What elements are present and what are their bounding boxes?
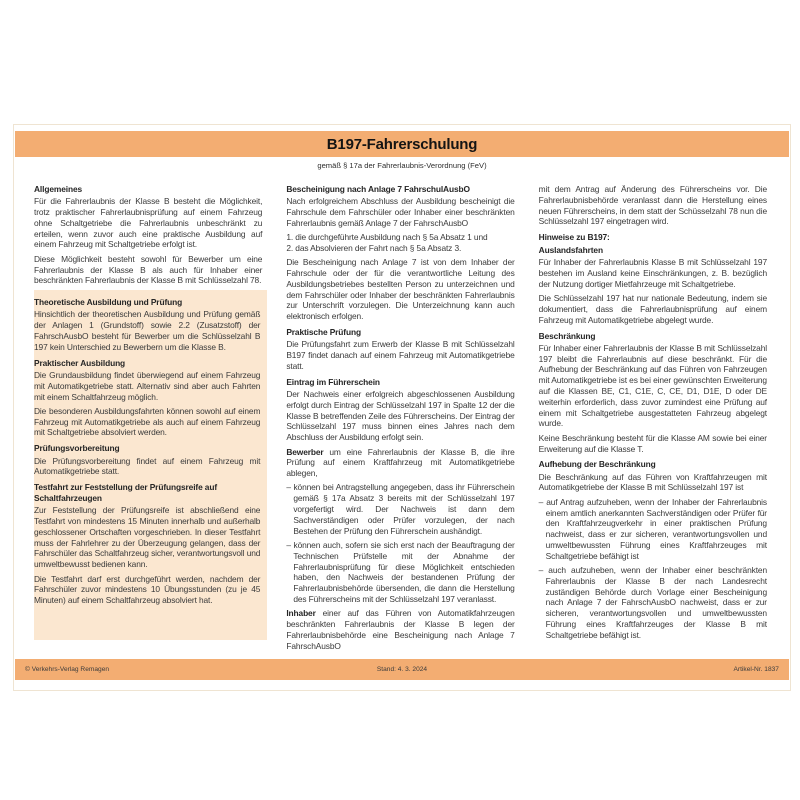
dash-item: – auf Antrag aufzuheben, wenn der Inhaber der Fahrerlaubnis einem amtlich anerkannten Sachverständigen oder Prüfer für den Kraftfahrzeugverkehr in einer praktischen Prüfung nachweist, dass er zur sicheren, verantwortungsvollen und umweltbewussten Führung eines Kraftfahrzeuges mit Schaltgetriebe befähigt ist xyxy=(538,496,767,561)
dash-item: – können auch, sofern sie sich erst nach der Beauftragung der Technischen Prüfstelle mit der Abnahme der Fahrerlaubnisprüfung für diese Möglichkeit entschieden haben, den Nachweis der bestandenen Prüfung der Fahrerlaubnisbehörde übersenden, die dann die Herstellung des Führerscheins mit der Schlüsselzahl 197 veranlasst. xyxy=(286,539,515,604)
paragraph: Die Testfahrt darf erst durchgeführt werden, nachdem der Fahrschüler zuvor mindestens 10 Übungsstunden (zu je 45 Minuten) auf einem Schaltfahrzeug absolviert hat. xyxy=(34,573,261,606)
bold-lead: Inhaber xyxy=(286,608,316,619)
columns-container xyxy=(34,182,767,654)
paragraph-inhaber xyxy=(286,608,514,651)
highlight-box xyxy=(34,290,267,640)
heading-praktische-pruefung: Praktische Prüfung xyxy=(286,327,361,338)
paragraph-text: um eine Fahrerlaubnis der Klasse B, die ihre Prüfung auf einem Kraftfahrzeug mit Automatikgetriebe ablegen, xyxy=(286,446,515,479)
bold-lead: Bewerber xyxy=(286,446,324,457)
heading-allgemeines: Allgemeines xyxy=(34,184,83,194)
title-banner xyxy=(15,131,789,157)
numbered-item: 1. die durchgeführte Ausbildung nach § 5a Absatz 1 und xyxy=(286,232,488,243)
heading-bescheinigung: Bescheinigung nach Anlage 7 FahrschulAusbO xyxy=(286,184,470,194)
heading-beschraenkung: Beschränkung xyxy=(538,330,596,341)
paragraph: Die besonderen Ausbildungsfahrten können sowohl auf einem Fahrzeug mit Automatikgetriebe als auch auf einem Fahrzeug mit Schaltgetriebe absolviert werden. xyxy=(34,405,261,438)
paragraph: Hinsichtlich der theoretischen Ausbildung und Prüfung gemäß der Anlagen 1 (Grundstoff) sowie 2.2 (Zusatzstoff) der FahrschAusbO besteht für Bewerber um die Schlüsselzahl B 197 kein Unterschied zu Bewerbern um die Klasse B. xyxy=(34,309,261,352)
page-title: B197-Fahrerschulung xyxy=(326,135,478,153)
footer-article-number: Artikel-Nr. 1837 xyxy=(733,666,779,673)
paragraph: Der Nachweis einer erfolgreich abgeschlossenen Ausbildung erfolgt durch Eintrag der Schlüsselzahl 197 in Spalte 12 der die Klasse B betreffenden Zeile des Führerscheins. Der Eintrag der Schlüsselzahl 197 muss binnen eines Jahres nach dem Abschluss der Ausbildung erfolgt sein. xyxy=(286,389,515,443)
paragraph: Die Prüfungsvorbereitung findet auf einem Fahrzeug mit Automatikgetriebe statt. xyxy=(34,455,261,477)
paragraph: Für Inhaber einer Fahrerlaubnis der Klasse B mit Schlüsselzahl 197 bleibt die Fahrerlaubnis auf diese beschränkt. Für die Aufhebung der Beschränkung auf das Führen von Fahrzeugen mit Automatikgetriebe ist es bei einer gewünschten Erweiterung auf die Klassen BE, C1, C1E, C, CE, D1, D1E, D oder DE weiterhin erforderlich, dass zuvor zumindest eine Prüfung auf einem mit Schaltgetriebe ausgestatteten Fahrzeug abgelegt wurde. xyxy=(538,342,767,429)
paragraph-text: einer auf das Führen von Automatikfahrzeugen beschränkten Fahrerlaubnis der Klasse B legen der Fahrerlaubnisbehörde eine Bescheinigung nach Anlage 7 FahrschAusbO xyxy=(286,608,515,651)
heading-pruefungsvorbereitung: Prüfungsvorbereitung xyxy=(34,443,120,454)
heading-theoretische-ausbildung: Theoretische Ausbildung und Prüfung xyxy=(34,297,183,308)
footer-banner xyxy=(15,659,789,680)
numbered-item: 2. das Absolvieren der Fahrt nach § 5a Absatz 3. xyxy=(286,242,462,253)
paragraph: Die Beschränkung auf das Führen von Kraftfahrzeugen mit Automatikgetriebe der Klasse B mit Schlüsselzahl 197 ist xyxy=(538,471,767,493)
dash-item: – können bei Antragstellung angegeben, dass ihr Führerschein gemäß § 17a Absatz 3 bereits mit der Schlüsselzahl 197 vorgefertigt wird. Der Nachweis ist dann dem Sachverständigen oder Prüfer vorzulegen, der nach Bestehen der Prüfung den Führerschein aushändigt. xyxy=(286,482,515,536)
paragraph: mit dem Antrag auf Änderung des Führerscheins vor. Die Fahrerlaubnisbehörde veranlasst dann die Herstellung eines neuen Führerscheins, in dem statt der Schüsselzahl 78 nun die Schlüsselzahl 197 eingetragen wird. xyxy=(538,184,767,227)
footer-date: Stand: 4. 3. 2024 xyxy=(376,666,428,673)
heading-hinweise: Hinweise zu B197: xyxy=(538,232,610,243)
footer-copyright: © Verkehrs-Verlag Remagen xyxy=(25,666,110,673)
document-page xyxy=(13,124,791,691)
paragraph: Zur Feststellung der Prüfungsreife ist abschließend eine Testfahrt von mindestens 15 Minuten innerhalb und außerhalb geschlossener Ortschaften vorgeschrieben. In dieser Testfahrt muss der Fahrlehrer zu der Überzeugung gelangen, dass der Fahrschüler das Schaltfahrzeug sicher, verantwortungsvoll und umweltbewusst bedienen kann. xyxy=(34,505,261,570)
paragraph-bewerber xyxy=(286,447,514,479)
paragraph: Die Bescheinigung nach Anlage 7 ist von dem Inhaber der Fahrschule oder der für die verantwortliche Leitung des Ausbildungsbetriebes bestellten Person zu unterzeichnen und dem Fahrschüler oder Inhaber der beschränkten Fahrerlaubnis zur Unterschrift vorzulegen. Die Unterzeichnung kann auch elektronisch erfolgen. xyxy=(286,257,515,322)
column-2 xyxy=(286,182,514,654)
heading-praktischer-ausbildung: Praktischer Ausbildung xyxy=(34,357,126,368)
paragraph: Keine Beschränkung besteht für die Klasse AM sowie bei einer Erweiterung auf die Klasse T. xyxy=(538,432,767,454)
paragraph: Die Prüfungsfahrt zum Erwerb der Klasse B mit Schlüsselzahl B197 findet danach auf einem Fahrzeug mit Automatikgetriebe statt. xyxy=(286,339,515,371)
heading-eintrag-fuehrerschein: Eintrag im Führerschein xyxy=(286,376,380,387)
column-1 xyxy=(34,182,262,654)
paragraph: Die Grundausbildung findet überwiegend auf einem Fahrzeug mit Automatikgetriebe statt. Alternativ sind aber auch Fahrten mit einem Schaltfahrzeug möglich. xyxy=(34,369,261,402)
dash-item: – auch aufzuheben, wenn der Inhaber einer beschränkten Fahrerlaubnis der Klasse B der nach Landesrecht zuständigen Behörde durch Vorlage einer Bescheinigung nach Anlage 7 der FahrschAusbO nachweist, dass er zur sicheren, verantwortungsvollen und umweltbewussten Führung eines Kraftfahrzeuges der Klasse B mit Schaltgetriebe befähigt ist. xyxy=(538,565,767,640)
paragraph: Für die Fahrerlaubnis der Klasse B besteht die Möglichkeit, trotz praktischer Fahrerlaubnisprüfung auf einem Fahrzeug ohne Schaltgetriebe die Fahrerlaubnis unbeschränkt zu erteilen, wenn zuvor auch eine praktische Ausbildung auf einem Fahrzeug mit Schaltgetriebe erfolgt ist. xyxy=(34,196,263,250)
paragraph: Diese Möglichkeit besteht sowohl für Bewerber um eine Fahrerlaubnis der Klasse B als auch für Inhaber einer beschränkten Fahrerlaubnis der Klasse B mit Schlüsselzahl 78. xyxy=(34,253,263,286)
paragraph: Für Inhaber der Fahrerlaubnis Klasse B mit Schlüsselzahl 197 bestehen im Ausland keine Einschränkungen, z. B. bezüglich der Nutzung dortiger Mietfahrzeuge mit Schaltgetriebe. xyxy=(538,257,767,289)
heading-aufhebung: Aufhebung der Beschränkung xyxy=(538,459,656,470)
heading-testfahrt: Testfahrt zur Feststellung der Prüfungsreife auf Schaltfahrzeugen xyxy=(34,482,218,503)
paragraph: Die Schlüsselzahl 197 hat nur nationale Bedeutung, indem sie dokumentiert, dass die Fahrerlaubnisprüfung auf einem Fahrzeug mit Automatikgetriebe abgelegt wurde. xyxy=(538,293,767,325)
paragraph: Nach erfolgreichem Abschluss der Ausbildung bescheinigt die Fahrschule dem Fahrschüler oder Inhaber einer beschränkten Fahrerlaubnis gemäß Anlage 7 der FahrschAusbO xyxy=(286,196,515,228)
page-subtitle: gemäß § 17a der Fahrerlaubnis-Verordnung (FeV) xyxy=(317,161,487,170)
heading-auslandsfahrten: Auslandsfahrten xyxy=(538,244,603,255)
column-3 xyxy=(539,182,767,654)
